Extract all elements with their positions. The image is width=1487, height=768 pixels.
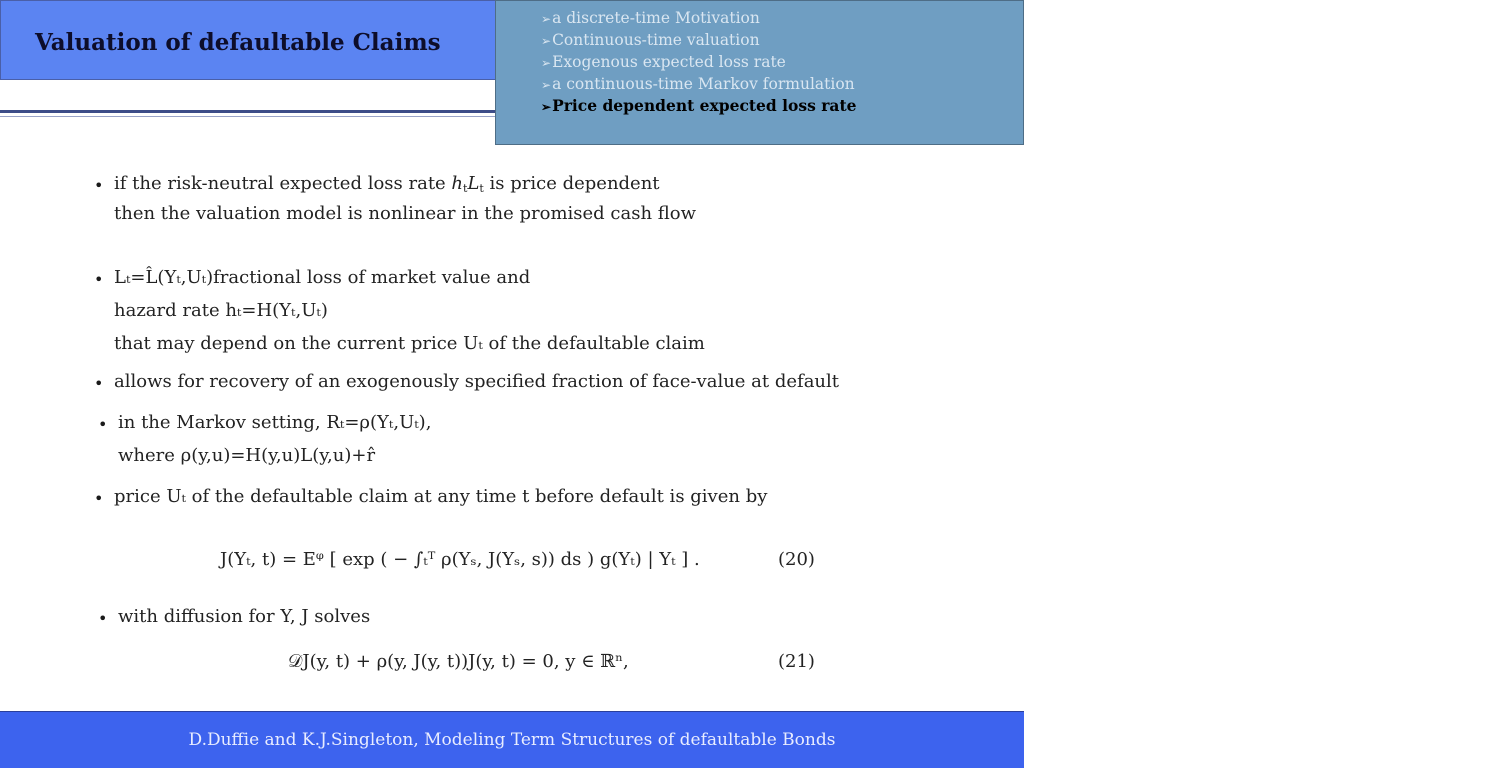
arrow-bullet-icon: ➢	[541, 12, 552, 26]
footer-citation: D.Duffie and K.J.Singleton, Modeling Term Structures of defaultable Bonds	[188, 730, 836, 750]
nav-item-label: a continuous-time Markov formulation	[552, 75, 855, 93]
bullet-icon: •	[94, 374, 104, 393]
bullet-icon: •	[94, 489, 104, 508]
footer-bar	[0, 711, 1024, 768]
nav-item-label: Continuous-time valuation	[552, 31, 760, 49]
nav-item-label: Exogenous expected loss rate	[552, 53, 786, 71]
bullet-1-line-1	[114, 172, 660, 201]
bullet-2-line-1: Lₜ=L̂(Yₜ,Uₜ)fractional loss of market value and	[114, 267, 531, 288]
bullet-2-line-2: hazard rate hₜ=H(Yₜ,Uₜ)	[114, 300, 328, 321]
bullet-icon: •	[98, 609, 108, 628]
bullet-4-line-2: where ρ(y,u)=H(y,u)L(y,u)+r̂	[118, 445, 376, 466]
bullet-4-line-1: in the Markov setting, Rₜ=ρ(Yₜ,Uₜ),	[118, 412, 432, 433]
arrow-bullet-icon: ➢	[541, 100, 552, 114]
nav-item-label: a discrete-time Motivation	[552, 9, 760, 27]
bullet-5-line-1: price Uₜ of the defaultable claim at any time t before default is given by	[114, 486, 768, 507]
math-sub: t	[463, 182, 468, 195]
arrow-bullet-icon: ➢	[541, 56, 552, 70]
bullet-2-line-3: that may depend on the current price Uₜ of the defaultable claim	[114, 333, 705, 354]
bullet-icon: •	[94, 176, 104, 195]
text: is price dependent	[483, 173, 660, 194]
equation-21: 𝒟J(y, t) + ρ(y, J(y, t))J(y, t) = 0, y ∈ ℝⁿ,	[288, 651, 629, 672]
slide-title: Valuation of defaultable Claims	[35, 29, 441, 56]
bullet-icon: •	[98, 415, 108, 434]
equation-21-number: (21)	[778, 651, 815, 672]
math-sub: t	[479, 182, 484, 195]
bullet-1-line-2: then the valuation model is nonlinear in the promised cash flow	[114, 203, 697, 224]
bullet-icon: •	[94, 270, 104, 289]
equation-20-number: (20)	[778, 549, 815, 570]
equation-20: J(Yₜ, t) = Eᵠ [ exp ( − ∫ₜᵀ ρ(Yₛ, J(Yₛ, s)) ds ) g(Yₜ) | Yₜ ] .	[220, 549, 700, 570]
page-number: 15	[1462, 13, 1487, 37]
text: if the risk-neutral expected loss rate	[114, 173, 452, 194]
arrow-bullet-icon: ➢	[541, 78, 552, 92]
arrow-bullet-icon: ➢	[541, 34, 552, 48]
bullet-3-line-1: allows for recovery of an exogenously specified fraction of face-value at default	[114, 371, 840, 392]
nav-item-label: Price dependent expected loss rate	[552, 96, 857, 115]
bullet-6-line-1: with diffusion for Y, J solves	[118, 606, 371, 627]
math-h: h	[451, 173, 464, 194]
math-L: L	[467, 173, 480, 194]
